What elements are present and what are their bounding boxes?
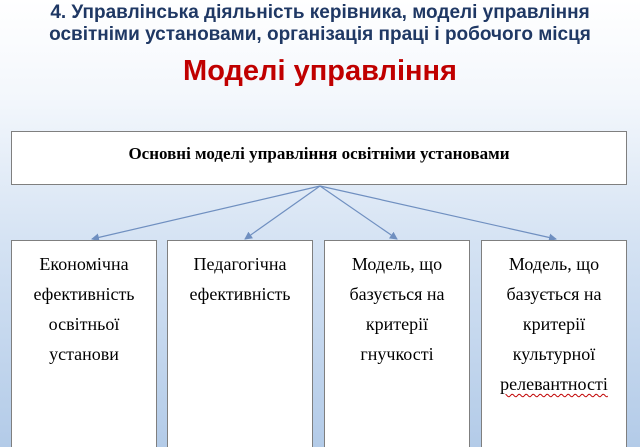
connector-line-4	[320, 186, 556, 239]
child-node-flexibility-model	[324, 240, 470, 447]
child-node-cultural-relevance-model	[481, 240, 627, 447]
child-node-economic-efficiency	[11, 240, 157, 447]
child-node-label: Економічна ефективність освітньої установи	[33, 254, 135, 364]
child-node-label-last-line: релевантності	[500, 374, 608, 394]
connector-line-2	[245, 186, 320, 239]
child-node-label: Модель, що базується на критерії культурної	[506, 254, 602, 364]
root-node	[11, 131, 627, 185]
slide-header	[0, 2, 640, 88]
child-node-pedagogical-efficiency	[167, 240, 313, 447]
child-node-label: Педагогічна ефективність	[189, 254, 291, 304]
main-title: Моделі управління	[183, 55, 457, 87]
section-title: 4. Управлінська діяльність керівника, моделі управління освітніми установами, організація праці і робочого місця	[49, 2, 591, 45]
connector-line-1	[92, 186, 320, 239]
child-node-label: Модель, що базується на критерії гнучкості	[349, 254, 445, 364]
connector-line-3	[320, 186, 397, 239]
root-node-label: Основні моделі управління освітніми установами	[128, 144, 510, 163]
